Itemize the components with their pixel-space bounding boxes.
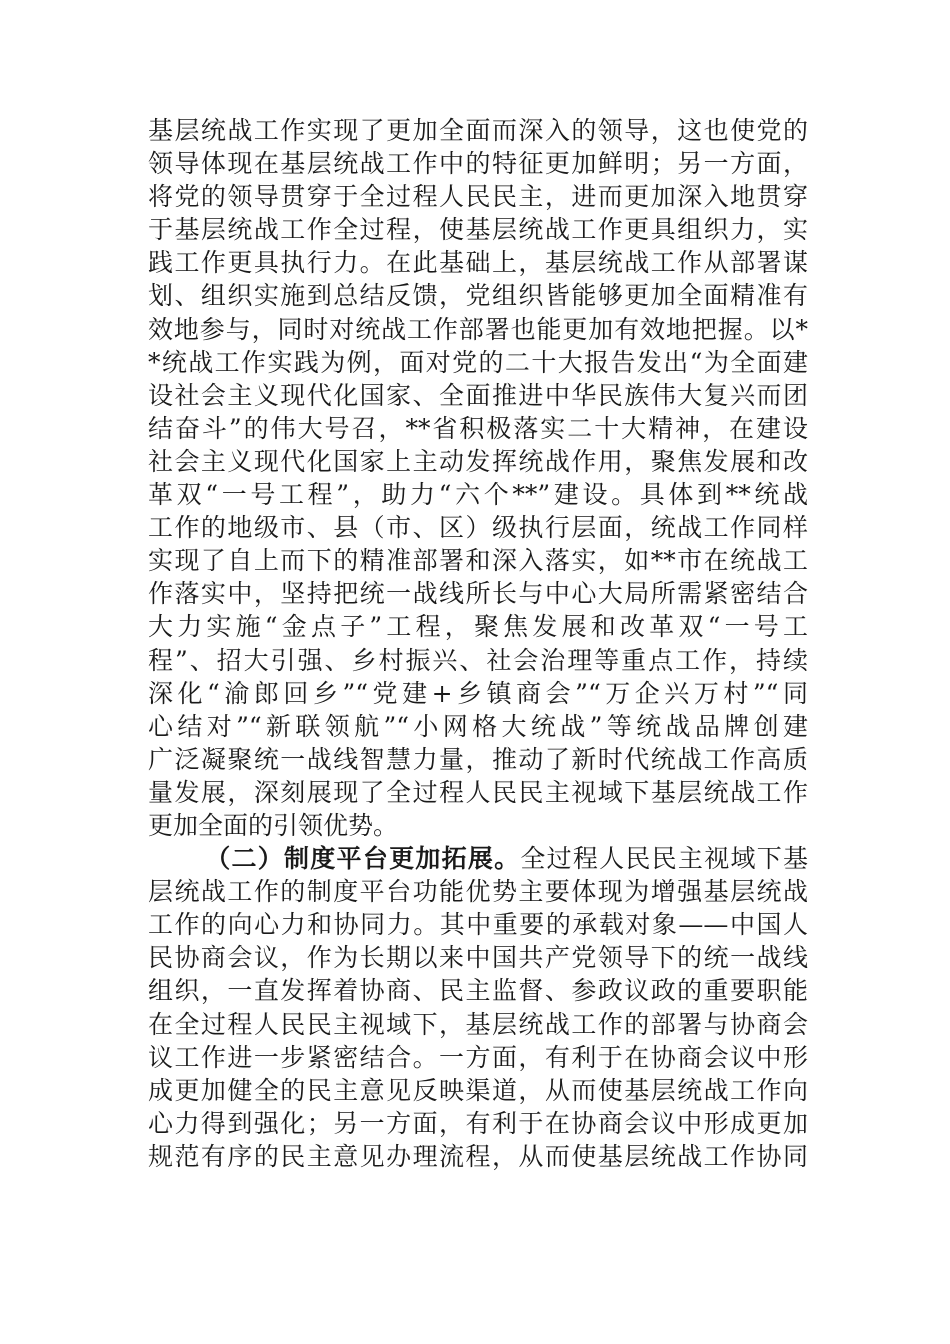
text-line: 工作的地级市、县（市、区）级执行层面，统战工作同样: [148, 513, 808, 543]
text-line: 工作的向心力和协同力。其中重要的承载对象——中国人: [148, 910, 808, 940]
text-line: 更加全面的引领优势。: [148, 810, 399, 840]
text-line: 划、组织实施到总结反馈，党组织皆能够更加全面精准有: [148, 281, 808, 311]
text-line: 践工作更具执行力。在此基础上，基层统战工作从部署谋: [148, 248, 808, 278]
text-line: 设社会主义现代化国家、全面推进中华民族伟大复兴而团: [148, 380, 808, 410]
text-line: 心力得到强化；另一方面，有利于在协商会议中形成更加: [148, 1108, 808, 1138]
text-line: 作落实中，坚持把统一战线所长与中心大局所需紧密结合: [148, 579, 808, 609]
text-line: 效地参与，同时对统战工作部署也能更加有效地把握。以*: [148, 314, 808, 344]
text-line: 广泛凝聚统一战线智慧力量，推动了新时代统战工作高质: [148, 744, 808, 774]
text-line: 程”、招大引强、乡村振兴、社会治理等重点工作，持续: [148, 645, 808, 675]
text-line: 组织，一直发挥着协商、民主监督、参政议政的重要职能: [148, 976, 808, 1006]
text-line: 结奋斗”的伟大号召，**省积极落实二十大精神，在建设: [148, 413, 808, 443]
text-line: 心结对”“新联领航”“小网格大统战”等统战品牌创建: [148, 711, 808, 741]
heading-line-rest: 全过程人民民主视域下基: [520, 844, 808, 874]
text-line-heading: [148, 842, 808, 875]
text-line: *统战工作实践为例，面对党的二十大报告发出“为全面建: [148, 347, 808, 377]
text-line: 革双“一号工程”，助力“六个**”建设。具体到**统战: [148, 480, 808, 510]
text-line: 大力实施“金点子”工程，聚焦发展和改革双“一号工: [148, 612, 808, 642]
paragraph-2: [148, 842, 808, 1173]
text-line: 深化“渝郎回乡”“党建+乡镇商会”“万企兴万村”“同: [148, 678, 808, 708]
text-line: 在全过程人民民主视域下，基层统战工作的部署与协商会: [148, 1009, 808, 1039]
text-line: 将党的领导贯穿于全过程人民民主，进而更加深入地贯穿: [148, 182, 808, 212]
section-heading: （二）制度平台更加拓展。: [204, 844, 521, 874]
text-line: 领导体现在基层统战工作中的特征更加鲜明；另一方面，: [148, 149, 808, 179]
text-line: 民协商会议，作为长期以来中国共产党领导下的统一战线: [148, 943, 808, 973]
text-line: 规范有序的民主意见办理流程，从而使基层统战工作协同: [148, 1141, 808, 1171]
text-line: 层统战工作的制度平台功能优势主要体现为增强基层统战: [148, 877, 808, 907]
paragraph-1: [148, 114, 808, 842]
text-line: 实现了自上而下的精准部署和深入落实，如**市在统战工: [148, 546, 808, 576]
text-line: 社会主义现代化国家上主动发挥统战作用，聚焦发展和改: [148, 446, 808, 476]
text-line: 量发展，深刻展现了全过程人民民主视域下基层统战工作: [148, 777, 808, 807]
text-line: 基层统战工作实现了更加全面而深入的领导，这也使党的: [148, 116, 808, 145]
text-line: 成更加健全的民主意见反映渠道，从而使基层统战工作向: [148, 1075, 808, 1105]
body-text: [148, 114, 808, 1173]
text-line: 议工作进一步紧密结合。一方面，有利于在协商会议中形: [148, 1042, 808, 1072]
text-line: 于基层统战工作全过程，使基层统战工作更具组织力，实: [148, 215, 808, 245]
